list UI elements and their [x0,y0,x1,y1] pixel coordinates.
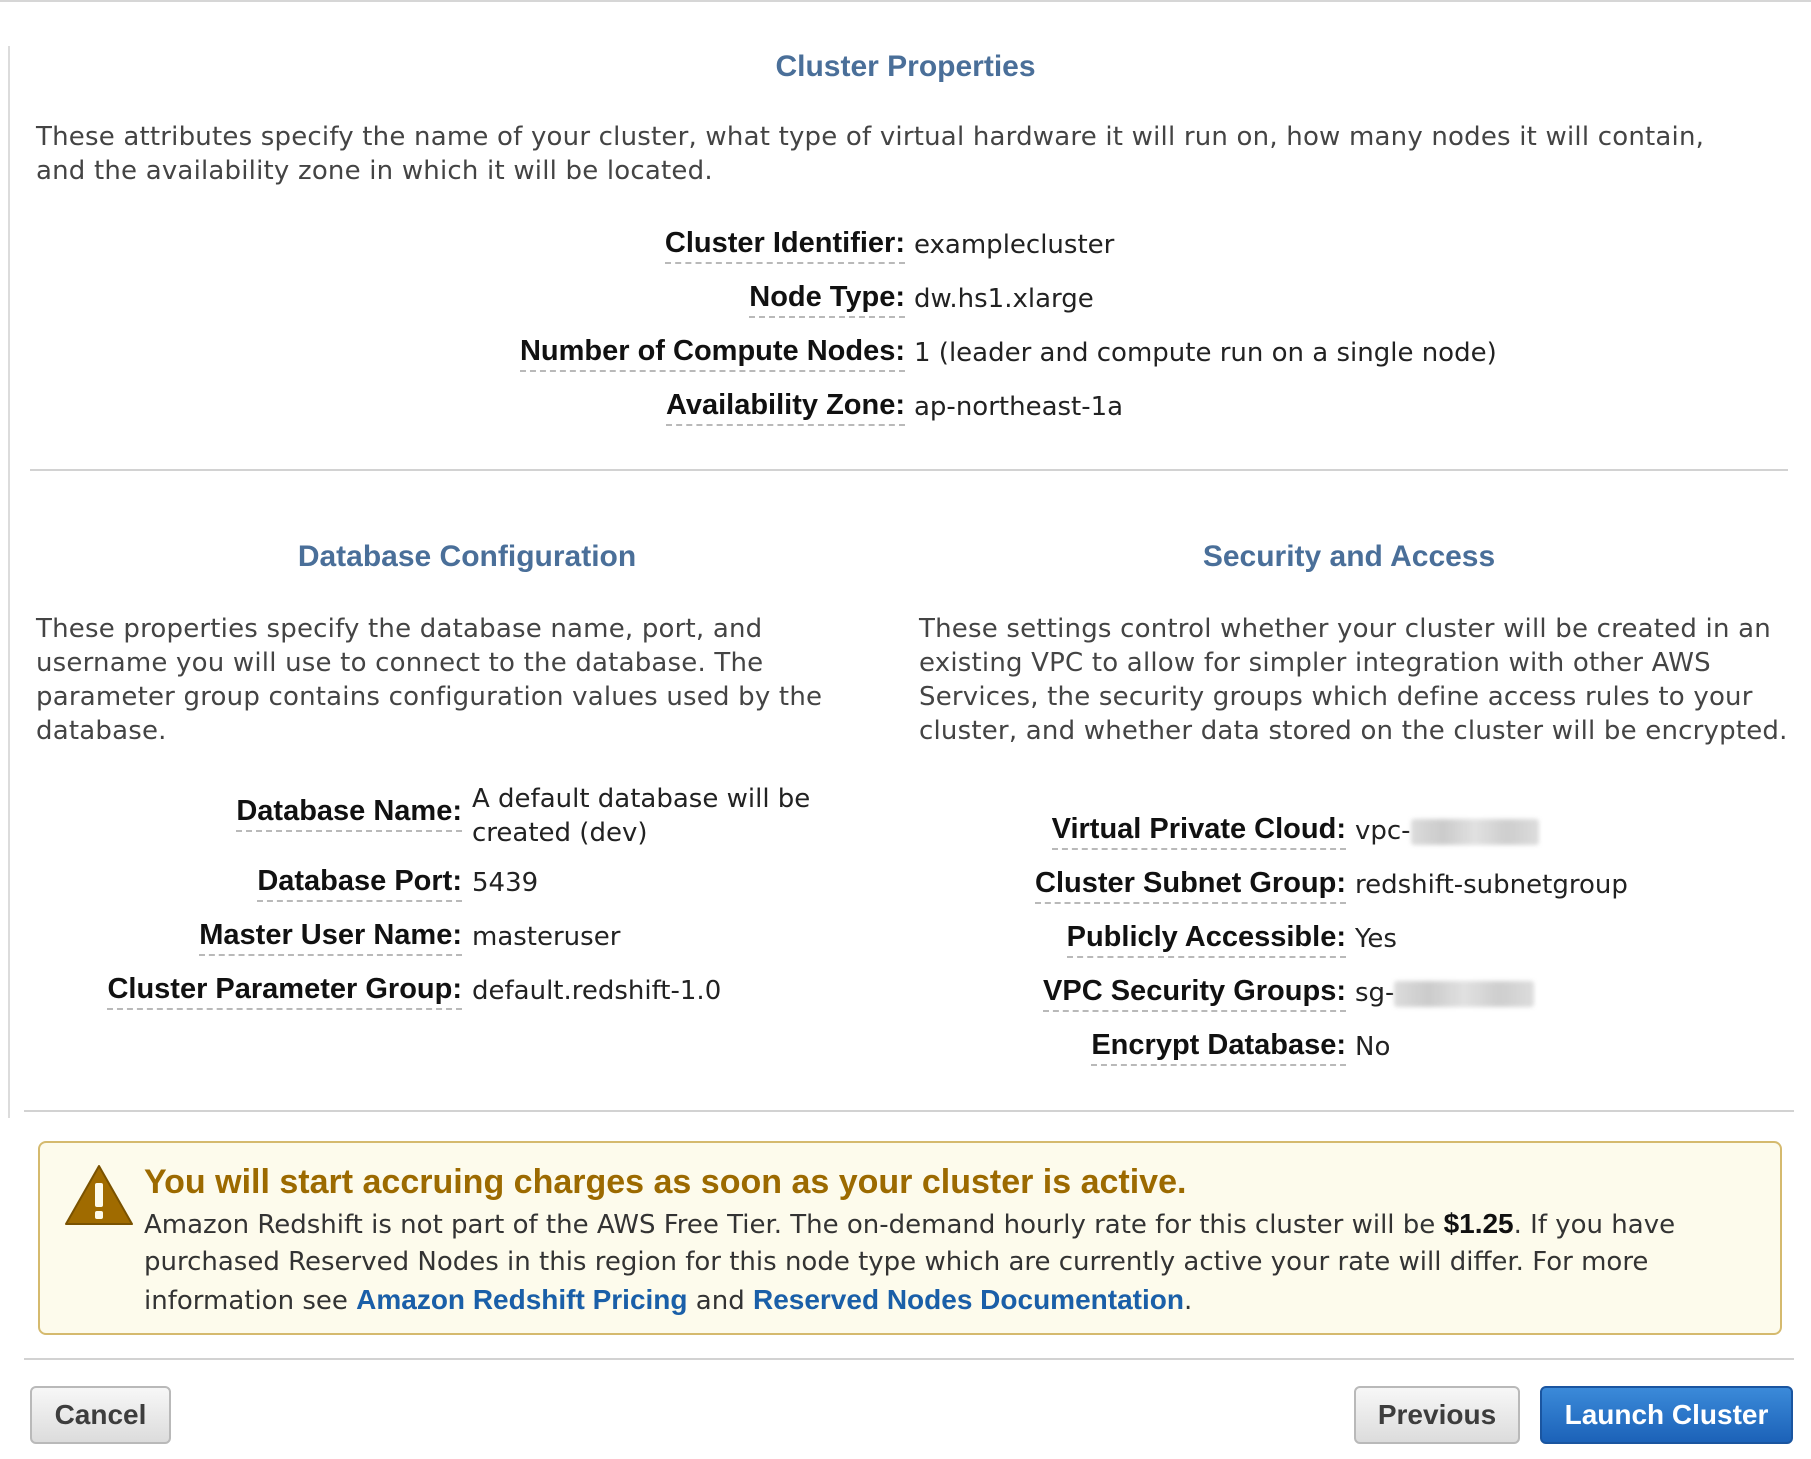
database-configuration-title: Database Configuration [297,540,637,573]
field-label: Publicly Accessible: [1067,920,1346,958]
cluster-properties-title: Cluster Properties [775,50,1036,83]
field-vpc-security-groups [0,974,1346,1018]
field-label: Encrypt Database: [1091,1028,1346,1066]
field-label: Availability Zone: [666,388,905,426]
field-value: No [1355,1032,1391,1062]
field-value [1355,814,1539,848]
field-value: 1 (leader and compute run on a single node) [914,338,1497,368]
field-label: VPC Security Groups: [1043,974,1346,1012]
field-label: Virtual Private Cloud: [1052,812,1346,850]
top-border [0,0,1811,2]
field-virtual-private-cloud [0,812,1346,856]
field-availability-zone [0,388,905,432]
warning-text-and: and [695,1286,745,1316]
field-value [1355,976,1534,1010]
field-encrypt-database [0,1028,1346,1072]
field-label: Database Port: [257,864,462,902]
database-name-line2: created (dev) [472,818,648,848]
field-value: redshift-subnetgroup [1355,870,1628,900]
field-value: ap-northeast-1a [914,392,1124,422]
vpc-value-prefix: vpc- [1355,816,1411,846]
field-cluster-identifier [0,226,905,270]
field-label: Master User Name: [199,918,462,956]
database-configuration-description: These properties specify the database name, port, and username you will use to connect to the database. The parameter group contains configuration values used by the database. [36,614,823,746]
field-label: Database Name: [236,794,462,832]
field-number-of-compute-nodes [0,334,905,378]
security-and-access-description: These settings control whether your cluster will be created in an existing VPC to allow for simpler integration with other AWS Services, the security groups which define access rules to your cluster, and whether data stored on the cluster will be encrypted. [919,614,1788,746]
field-value: examplecluster [914,230,1115,260]
section-divider [30,469,1788,471]
warning-title: You will start accruing charges as soon as your cluster is active. [144,1163,1187,1201]
section-divider [24,1110,1794,1112]
database-name-line1: A default database will be [472,784,811,814]
hourly-rate: $1.25 [1443,1208,1514,1239]
field-value: 5439 [472,868,539,898]
field-value: Yes [1355,924,1397,954]
warning-triangle-icon [64,1163,134,1227]
warning-text [144,1205,1764,1320]
field-value: masteruser [472,922,621,952]
field-cluster-subnet-group [0,866,1346,910]
warning-text-end: . [1183,1286,1193,1316]
field-value: default.redshift-1.0 [472,976,722,1006]
field-label: Node Type: [749,280,905,318]
charges-warning-box [38,1141,1782,1335]
field-label: Cluster Subnet Group: [1035,866,1346,904]
security-and-access-title: Security and Access [1202,540,1496,573]
field-label: Cluster Identifier: [665,226,905,264]
field-value: dw.hs1.xlarge [914,284,1094,314]
field-label: Number of Compute Nodes: [520,334,905,372]
field-publicly-accessible [0,920,1346,964]
warning-text-part2: . If you have purchased Reserved Nodes in this region for this node type which are currently active your rate will differ. For more information see [144,1210,1676,1316]
reserved-nodes-documentation-link[interactable]: Reserved Nodes Documentation [752,1284,1184,1315]
warning-text-part1: Amazon Redshift is not part of the AWS Free Tier. The on-demand hourly rate for this cluster will be [144,1210,1436,1240]
cancel-button[interactable]: Cancel [30,1386,171,1444]
redacted-vpc-id [1411,819,1539,845]
amazon-redshift-pricing-link[interactable]: Amazon Redshift Pricing [356,1284,688,1315]
field-node-type [0,280,905,324]
launch-cluster-button[interactable]: Launch Cluster [1540,1386,1793,1444]
field-label: Cluster Parameter Group: [107,972,462,1010]
cluster-properties-description: These attributes specify the name of your cluster, what type of virtual hardware it will run on, how many nodes it will contain, and the availability zone in which it will be located. [36,122,1705,186]
previous-button[interactable]: Previous [1354,1386,1520,1444]
sg-value-prefix: sg- [1355,978,1395,1008]
footer-divider [24,1358,1794,1360]
redacted-security-group-id [1394,981,1534,1007]
